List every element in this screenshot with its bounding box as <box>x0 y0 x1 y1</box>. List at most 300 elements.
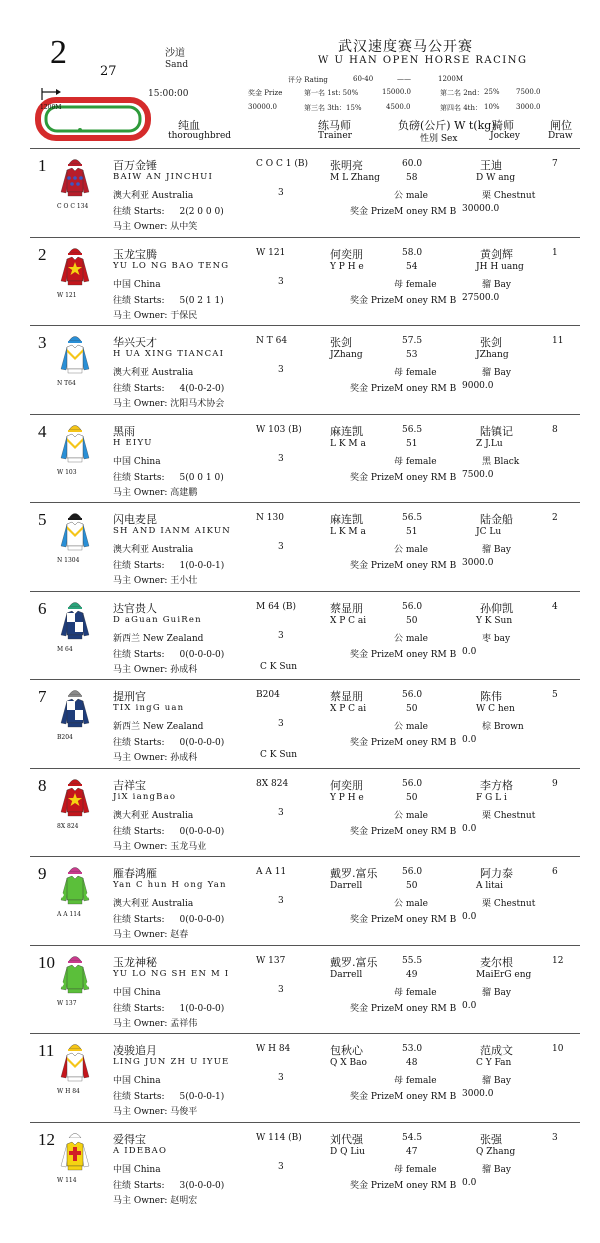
breed-en: thoroughbred <box>168 131 232 141</box>
starts-value: 1(0-0-0-0) <box>179 1003 225 1014</box>
runner-row-10 <box>0 949 600 1037</box>
owner-label: 马主 Owner: <box>113 1107 168 1117</box>
starts-label: 往绩 Starts: <box>113 561 165 571</box>
horse-sex: 母 female <box>394 368 437 378</box>
starts-label: 往绩 Starts: <box>113 826 165 837</box>
horse-name-cn: 达官贵人 <box>113 601 157 615</box>
draw-number: 6 <box>552 867 558 877</box>
starts-label: 往绩 Starts: <box>113 1180 165 1191</box>
jockey-silk-icon <box>60 245 90 289</box>
place-4-value: 3000.0 <box>516 103 541 111</box>
prize-money-value: 0.0 <box>462 1000 477 1011</box>
starts-value: 5(0-0-0-1) <box>179 1092 225 1102</box>
jockey-cn: 阿力泰 <box>480 867 513 880</box>
horse-starts <box>113 647 224 660</box>
horse-colour: 骝 Bay <box>482 368 511 378</box>
runner-code-small: B204 <box>57 734 73 741</box>
weight-header-cn: 负磅(公斤) W t(kg) <box>398 119 496 132</box>
jockey-silk-icon <box>60 1041 90 1085</box>
horse-owner <box>113 485 197 498</box>
runner-row-5 <box>0 506 600 594</box>
horse-age: 3 <box>278 453 284 464</box>
jockey-cn: 麦尔根 <box>480 955 513 969</box>
horse-name-en: D aGuan GuiRen <box>113 614 202 625</box>
rating-value: 50 <box>406 881 418 891</box>
prize-money-label: 奖金 PrizeM oney RM B <box>350 384 457 394</box>
draw-header-en: Draw <box>548 131 573 141</box>
starts-label: 往绩 Starts: <box>113 1092 165 1102</box>
owner-label: 马主 Owner: <box>113 1018 168 1029</box>
horse-owner <box>113 662 197 675</box>
owner-label: 马主 Owner: <box>113 576 168 586</box>
row-divider <box>30 414 580 415</box>
draw-number: 1 <box>552 247 558 258</box>
jockey-silk-icon <box>60 599 90 643</box>
horse-name-cn: 提刑官 <box>113 690 146 703</box>
runner-code-small: W 121 <box>57 291 77 299</box>
jockey-silk-icon <box>60 953 90 997</box>
horse-age: 3 <box>278 276 284 287</box>
horse-name-en: LING JUN ZH U IYUE <box>113 1057 230 1067</box>
draw-number: 4 <box>552 601 558 612</box>
runner-row-9 <box>0 860 600 948</box>
race-sub-number: 27 <box>100 64 117 79</box>
trainer-cn: 何奕朋 <box>330 778 363 792</box>
horse-age: 3 <box>278 1161 284 1172</box>
jockey-en: MaiErG eng <box>476 969 532 980</box>
rating-value: 50 <box>406 615 418 626</box>
horse-age: 3 <box>278 188 284 198</box>
row-divider <box>30 768 580 769</box>
track-distance-label: 1200M <box>40 104 62 111</box>
row-divider <box>30 1033 580 1034</box>
place-4-label: 第四名 4th： <box>440 104 482 112</box>
weight-kg: 56.5 <box>402 513 423 523</box>
horse-age: 3 <box>278 630 284 641</box>
prize-total: 30000.0 <box>248 103 277 111</box>
weight-kg: 53.0 <box>402 1044 423 1054</box>
owner-value: 玉龙马业 <box>170 841 207 852</box>
draw-number: 10 <box>552 1044 564 1054</box>
owner-value: 马俊平 <box>170 1107 198 1117</box>
prize-money-label: 奖金 PrizeM oney RM B <box>350 472 457 483</box>
horse-owner <box>113 396 224 409</box>
horse-code: W 121 <box>256 247 286 258</box>
owner-value: 孙成科 <box>170 664 198 675</box>
horse-origin: 新西兰 New Zealand <box>113 633 204 644</box>
horse-name-cn: 玉龙宝腾 <box>113 247 157 261</box>
jockey-en: D W ang <box>476 173 516 183</box>
horse-colour: 骝 Bay <box>482 279 511 290</box>
horse-colour: 骝 Bay <box>482 1076 511 1086</box>
horse-origin: 中国 China <box>113 1076 161 1086</box>
row-divider <box>30 945 580 946</box>
owner-value: 赵明宏 <box>170 1195 198 1206</box>
trainer-header-cn: 练马师 <box>318 119 351 132</box>
runner-row-1 <box>0 152 600 240</box>
owner-extra: C K Sun <box>260 750 298 760</box>
horse-owner <box>113 750 197 763</box>
place-1-label: 第一名 1st: 50% <box>304 89 359 97</box>
horse-code: M 64 (B) <box>256 601 297 612</box>
runner-number: 2 <box>38 244 47 264</box>
jockey-cn: 陆镇记 <box>480 424 513 438</box>
horse-name-en: JiX iangBao <box>113 791 177 802</box>
owner-label: 马主 Owner: <box>113 664 168 675</box>
horse-colour: 黑 Black <box>482 456 520 467</box>
horse-name-cn: 凌骏追月 <box>113 1044 157 1057</box>
prize-money-label: 奖金 PrizeM oney RM B <box>350 1092 457 1102</box>
jockey-cn: 张剑 <box>480 336 502 349</box>
rating-value: 53 <box>406 350 418 360</box>
prize-money-label: 奖金 PrizeM oney RM B <box>350 649 457 660</box>
trainer-cn: 包秋心 <box>330 1044 363 1057</box>
runner-number: 6 <box>38 598 47 618</box>
owner-value: 高建鹏 <box>170 487 198 498</box>
draw-number: 3 <box>552 1132 558 1143</box>
horse-owner <box>113 1193 197 1206</box>
horse-code: B204 <box>256 690 280 700</box>
trainer-cn: 何奕朋 <box>330 247 363 261</box>
horse-name-cn: 玉龙神秘 <box>113 955 157 969</box>
place-4-pct: 10% <box>484 103 500 111</box>
runner-row-6 <box>0 595 600 683</box>
starts-value: 1(0-0-0-1) <box>179 561 225 571</box>
track-diagram-icon <box>34 80 154 142</box>
horse-name-cn: 华兴天才 <box>113 336 157 349</box>
race-number: 2 <box>50 34 67 71</box>
jockey-silk-icon <box>60 422 90 466</box>
starts-label: 往绩 Starts: <box>113 472 165 483</box>
row-divider <box>30 237 580 238</box>
horse-age: 3 <box>278 807 284 818</box>
horse-colour: 栗 Chestnut <box>482 810 536 821</box>
trainer-cn: 戴罗.富乐 <box>330 867 378 880</box>
horse-name-en: BAIW AN JINCHUI <box>113 172 214 182</box>
horse-code: N T 64 <box>256 336 288 346</box>
runner-number: 1 <box>38 156 47 175</box>
race-title-en: W U HAN OPEN HORSE RACING <box>318 55 528 66</box>
horse-name-cn: 闪电麦昆 <box>113 513 157 526</box>
horse-code: N 130 <box>256 513 284 523</box>
rating-value: 60-40 <box>353 75 374 83</box>
place-2-value: 7500.0 <box>516 88 541 96</box>
weight-kg: 60.0 <box>402 159 423 169</box>
jockey-cn: 张强 <box>480 1132 502 1146</box>
row-divider <box>30 325 580 326</box>
jockey-en: C Y Fan <box>476 1058 512 1068</box>
owner-value: 于保民 <box>170 310 198 321</box>
draw-number: 11 <box>552 336 564 346</box>
horse-starts <box>113 1178 224 1191</box>
horse-origin: 澳大利亚 Australia <box>113 545 194 555</box>
place-2-pct: 25% <box>484 88 500 96</box>
horse-starts <box>113 558 224 571</box>
trainer-cn: 麻连凯 <box>330 424 363 438</box>
trainer-cn: 蔡显朋 <box>330 690 363 703</box>
horse-name-en: YU LO NG SH EN M I <box>113 968 230 979</box>
jockey-silk-icon <box>60 333 90 377</box>
prize-money-value: 7500.0 <box>462 469 494 480</box>
row-divider <box>30 502 580 503</box>
horse-name-en: H EIYU <box>113 437 153 448</box>
prize-money-value: 3000.0 <box>462 558 494 568</box>
draw-number: 2 <box>552 513 558 523</box>
weight-kg: 54.5 <box>402 1132 423 1143</box>
horse-code: A A 11 <box>256 867 287 877</box>
jockey-en: A litai <box>476 881 503 891</box>
jockey-cn: 李方格 <box>480 778 513 792</box>
place-2-label: 第二名 2nd： <box>440 89 484 97</box>
runner-row-7 <box>0 683 600 771</box>
runner-code-small: C O C 134 <box>57 203 89 210</box>
owner-value: 孙成科 <box>170 753 198 763</box>
runner-code-small: W 103 <box>57 468 77 476</box>
runner-number: 3 <box>38 333 47 352</box>
jockey-header-cn: 骑师 <box>492 119 514 132</box>
prize-money-value: 27500.0 <box>462 292 500 303</box>
horse-starts <box>113 912 224 925</box>
trainer-en: Darrell <box>330 881 363 891</box>
weight-kg: 56.0 <box>402 690 423 700</box>
horse-sex: 公 male <box>394 722 428 732</box>
trainer-cn: 麻连凯 <box>330 513 363 526</box>
rating-value: 54 <box>406 261 418 272</box>
horse-colour: 骝 Bay <box>482 1164 511 1175</box>
horse-name-en: SH AND IANM AIKUN <box>113 526 231 536</box>
runner-code-small: N 1304 <box>57 557 80 564</box>
weight-kg: 58.0 <box>402 247 423 258</box>
jockey-cn: 范成文 <box>480 1044 513 1057</box>
surface-en: Sand <box>165 60 189 70</box>
horse-code: C O C 1 (B) <box>256 159 308 169</box>
owner-value: 从中笑 <box>170 222 198 232</box>
jockey-cn: 黄剑辉 <box>480 247 513 261</box>
horse-origin: 澳大利亚 Australia <box>113 810 194 821</box>
draw-header-cn: 闸位 <box>550 119 572 132</box>
owner-label: 马主 Owner: <box>113 399 168 409</box>
race-title-cn: 武汉速度赛马公开赛 <box>338 39 473 55</box>
jockey-cn: 王迪 <box>480 159 502 172</box>
prize-money-value: 3000.0 <box>462 1089 494 1099</box>
trainer-cn: 刘代强 <box>330 1132 363 1146</box>
horse-code: W 137 <box>256 955 286 966</box>
owner-label: 马主 Owner: <box>113 487 168 498</box>
draw-number: 9 <box>552 778 558 789</box>
owner-label: 马主 Owner: <box>113 1195 168 1206</box>
horse-origin: 中国 China <box>113 456 161 467</box>
prize-money-value: 30000.0 <box>462 204 500 214</box>
starts-value: 5(0 2 1 1) <box>179 295 224 306</box>
horse-starts <box>113 470 224 483</box>
horse-name-en: H UA XING TIANCAI <box>113 349 225 359</box>
horse-sex: 母 female <box>394 279 437 290</box>
horse-origin: 澳大利亚 Australia <box>113 191 194 201</box>
jockey-en: JZhang <box>476 350 509 360</box>
rating-value: 47 <box>406 1146 418 1157</box>
horse-age: 3 <box>278 1073 284 1083</box>
horse-name-en: Yan C hun H ong Yan <box>113 880 227 890</box>
jockey-en: Q Zhang <box>476 1146 516 1157</box>
jockey-cn: 孙仰凯 <box>480 601 513 615</box>
trainer-cn: 张明亮 <box>330 159 363 172</box>
horse-sex: 公 male <box>394 899 428 909</box>
runner-row-11 <box>0 1037 600 1125</box>
horse-colour: 骝 Bay <box>482 545 511 555</box>
runner-code-small: A A 114 <box>57 911 81 918</box>
trainer-en: D Q Liu <box>330 1146 365 1157</box>
owner-label: 马主 Owner: <box>113 310 168 321</box>
prize-money-value: 9000.0 <box>462 381 494 391</box>
runner-row-4 <box>0 418 600 506</box>
trainer-en: Darrell <box>330 969 363 980</box>
weight-header-en: 性别 Sex <box>420 134 458 144</box>
prize-money-label: 奖金 PrizeM oney RM B <box>350 1180 457 1191</box>
runner-code-small: 8X 824 <box>57 822 79 830</box>
starts-label: 往绩 Starts: <box>113 1003 165 1014</box>
prize-money-value: 0.0 <box>462 646 477 657</box>
horse-code: W 103 (B) <box>256 424 302 435</box>
rating-value: 48 <box>406 1058 418 1068</box>
starts-value: 2(2 0 0 0) <box>179 207 224 217</box>
horse-name-cn: 百万金锤 <box>113 159 157 172</box>
prize-money-label: 奖金 PrizeM oney RM B <box>350 295 457 306</box>
starts-value: 0(0-0-0-0) <box>179 738 225 748</box>
runner-number: 5 <box>38 510 47 529</box>
prize-money-value: 0.0 <box>462 735 477 745</box>
runner-number: 12 <box>38 1129 55 1149</box>
starts-label: 往绩 Starts: <box>113 295 165 306</box>
starts-value: 3(0-0-0-0) <box>179 1180 225 1191</box>
trainer-en: L K M a <box>330 527 366 537</box>
owner-value: 沈阳马术协会 <box>170 399 225 409</box>
jockey-en: W C hen <box>476 704 515 714</box>
prize-money-value: 0.0 <box>462 1177 477 1188</box>
starts-label: 往绩 Starts: <box>113 207 165 217</box>
runner-code-small: W 114 <box>57 1176 77 1184</box>
place-1-value: 15000.0 <box>382 88 411 96</box>
owner-value: 王小壮 <box>170 576 198 586</box>
prize-money-label: 奖金 PrizeM oney RM B <box>350 207 457 217</box>
place-3-label: 第三名 3th：15% <box>304 104 362 112</box>
runner-number: 8 <box>38 775 47 795</box>
place-3-value: 4500.0 <box>386 103 411 111</box>
horse-owner <box>113 927 188 940</box>
horse-colour: 枣 bay <box>482 633 511 644</box>
weight-kg: 56.0 <box>402 867 423 877</box>
runner-code-small: W 137 <box>57 999 77 1007</box>
jockey-en: JC Lu <box>476 527 502 537</box>
race-distance: 1200M <box>438 75 463 83</box>
horse-sex: 母 female <box>394 1164 437 1175</box>
horse-starts <box>113 824 224 837</box>
horse-owner <box>113 839 206 852</box>
horse-starts <box>113 1089 224 1102</box>
weight-kg: 55.5 <box>402 955 423 966</box>
jockey-header-en: Jockey <box>490 131 520 141</box>
draw-number: 5 <box>552 690 558 700</box>
runner-row-12 <box>0 1126 600 1214</box>
runner-code-small: M 64 <box>57 645 73 653</box>
horse-owner <box>113 308 197 321</box>
horse-sex: 母 female <box>394 456 437 467</box>
row-divider <box>30 1122 580 1123</box>
owner-value: 赵春 <box>170 930 189 940</box>
trainer-en: Q X Bao <box>330 1058 367 1068</box>
rating-dash: —— <box>397 75 411 83</box>
horse-starts <box>113 1001 224 1014</box>
horse-age: 3 <box>278 719 284 729</box>
draw-number: 7 <box>552 159 558 169</box>
horse-owner <box>113 573 197 586</box>
horse-origin: 中国 China <box>113 987 161 998</box>
horse-sex: 公 male <box>394 191 428 201</box>
trainer-en: X P C ai <box>330 615 367 626</box>
horse-origin: 中国 China <box>113 1164 161 1175</box>
rating-value: 49 <box>406 969 418 980</box>
horse-code: W H 84 <box>256 1044 291 1054</box>
horse-colour: 骝 Bay <box>482 987 511 998</box>
starts-value: 0(0-0-0-0) <box>179 826 225 837</box>
trainer-cn: 蔡显朋 <box>330 601 363 615</box>
trainer-cn: 张剑 <box>330 336 352 349</box>
trainer-cn: 戴罗.富乐 <box>330 955 378 969</box>
horse-name-en: TIX ingG uan <box>113 703 185 713</box>
starts-label: 往绩 Starts: <box>113 915 165 925</box>
race-time: 15:00:00 <box>148 89 189 99</box>
prize-money-label: 奖金 PrizeM oney RM B <box>350 738 457 748</box>
starts-label: 往绩 Starts: <box>113 384 165 394</box>
weight-kg: 56.0 <box>402 778 423 789</box>
surface-cn: 沙道 <box>165 48 185 59</box>
horse-starts <box>113 293 224 306</box>
horse-sex: 公 male <box>394 633 428 644</box>
runner-code-small: W H 84 <box>57 1088 80 1095</box>
horse-origin: 澳大利亚 Australia <box>113 899 194 909</box>
trainer-en: M L Zhang <box>330 173 380 183</box>
prize-label: 奖金 Prize <box>248 89 283 97</box>
horse-origin: 中国 China <box>113 279 161 290</box>
weight-kg: 57.5 <box>402 336 423 346</box>
horse-starts <box>113 204 224 217</box>
rating-value: 58 <box>406 173 418 183</box>
jockey-silk-icon <box>60 776 90 820</box>
rating-value: 51 <box>406 527 418 537</box>
starts-label: 往绩 Starts: <box>113 649 165 660</box>
horse-sex: 母 female <box>394 1076 437 1086</box>
horse-sex: 公 male <box>394 545 428 555</box>
horse-owner <box>113 219 197 232</box>
trainer-header-en: Trainer <box>318 131 352 141</box>
runner-number: 10 <box>38 952 55 972</box>
horse-colour: 棕 Brown <box>482 722 524 732</box>
jockey-silk-icon <box>60 156 90 200</box>
horse-age: 3 <box>278 896 284 906</box>
prize-money-label: 奖金 PrizeM oney RM B <box>350 1003 457 1014</box>
row-divider <box>30 591 580 592</box>
jockey-cn: 陈伟 <box>480 690 502 703</box>
jockey-silk-icon <box>60 1130 90 1174</box>
horse-colour: 栗 Chestnut <box>482 191 536 201</box>
prize-money-label: 奖金 PrizeM oney RM B <box>350 561 457 571</box>
horse-origin: 澳大利亚 Australia <box>113 368 194 378</box>
owner-label: 马主 Owner: <box>113 753 168 763</box>
runner-number: 7 <box>38 687 47 706</box>
runner-number: 11 <box>38 1041 55 1060</box>
horse-starts <box>113 735 224 748</box>
owner-label: 马主 Owner: <box>113 930 168 940</box>
trainer-en: X P C ai <box>330 704 367 714</box>
